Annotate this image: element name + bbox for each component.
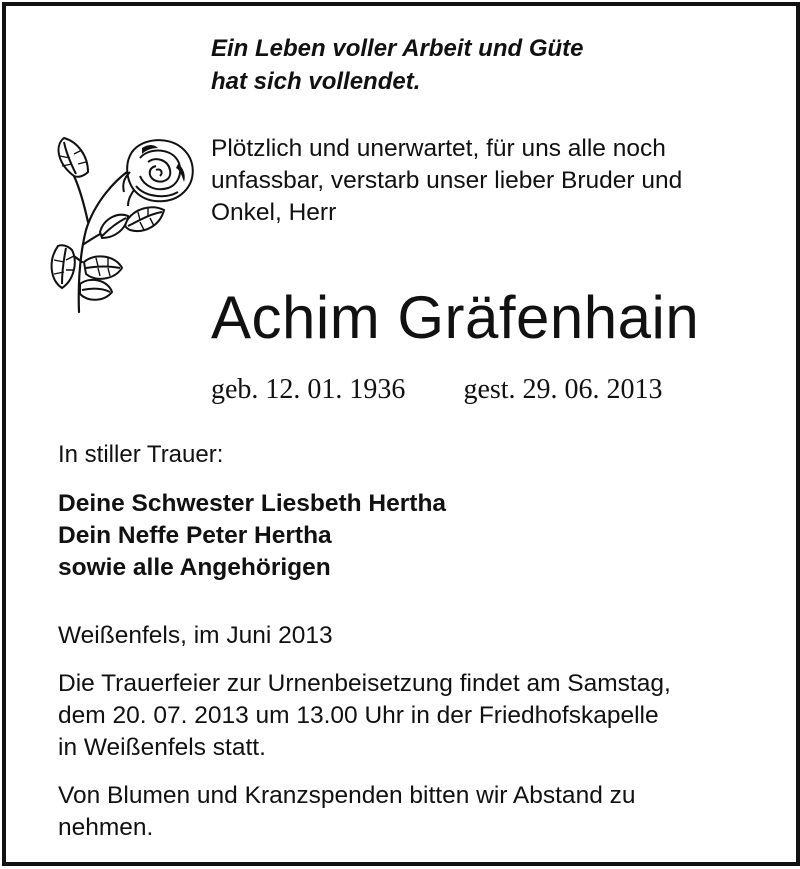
- funeral-line-1: Die Trauerfeier zur Urnenbeisetzung findet am Samstag,: [58, 670, 671, 697]
- birth-date: geb. 12. 01. 1936: [211, 374, 406, 405]
- mourner-item: sowie alle Angehörigen: [58, 554, 331, 581]
- flowers-line-2: nehmen.: [58, 814, 154, 841]
- flowers-line-1: Von Blumen und Kranzspenden bitten wir Abstand zu: [58, 782, 636, 809]
- intro-text: [211, 133, 751, 229]
- obituary-frame: [2, 2, 800, 866]
- motto-line-2: hat sich vollendet.: [211, 68, 421, 95]
- motto: [211, 32, 583, 98]
- funeral-line-3: in Weißenfels statt.: [58, 734, 266, 761]
- deceased-name: Achim Gräfenhain: [211, 284, 700, 351]
- mourner-item: Deine Schwester Liesbeth Hertha: [58, 490, 447, 517]
- funeral-info: [58, 668, 752, 764]
- rose-icon: [44, 134, 204, 319]
- funeral-line-2: dem 20. 07. 2013 um 13.00 Uhr in der Friedhofskapelle: [58, 702, 659, 729]
- mourner-item: Dein Neffe Peter Hertha: [58, 522, 332, 549]
- intro-line-2: unfassbar, verstarb unser lieber Bruder und: [211, 167, 683, 194]
- place-date: Weißenfels, im Juni 2013: [58, 622, 333, 649]
- death-date: gest. 29. 06. 2013: [463, 374, 663, 405]
- life-dates: [211, 372, 663, 408]
- flowers-note: [58, 780, 752, 844]
- intro-line-3: Onkel, Herr: [211, 199, 337, 226]
- mourners-list: [58, 488, 446, 584]
- motto-line-1: Ein Leben voller Arbeit und Güte: [211, 35, 584, 62]
- mourning-label: In stiller Trauer:: [58, 441, 224, 468]
- intro-line-1: Plötzlich und unerwartet, für uns alle noch: [211, 135, 666, 162]
